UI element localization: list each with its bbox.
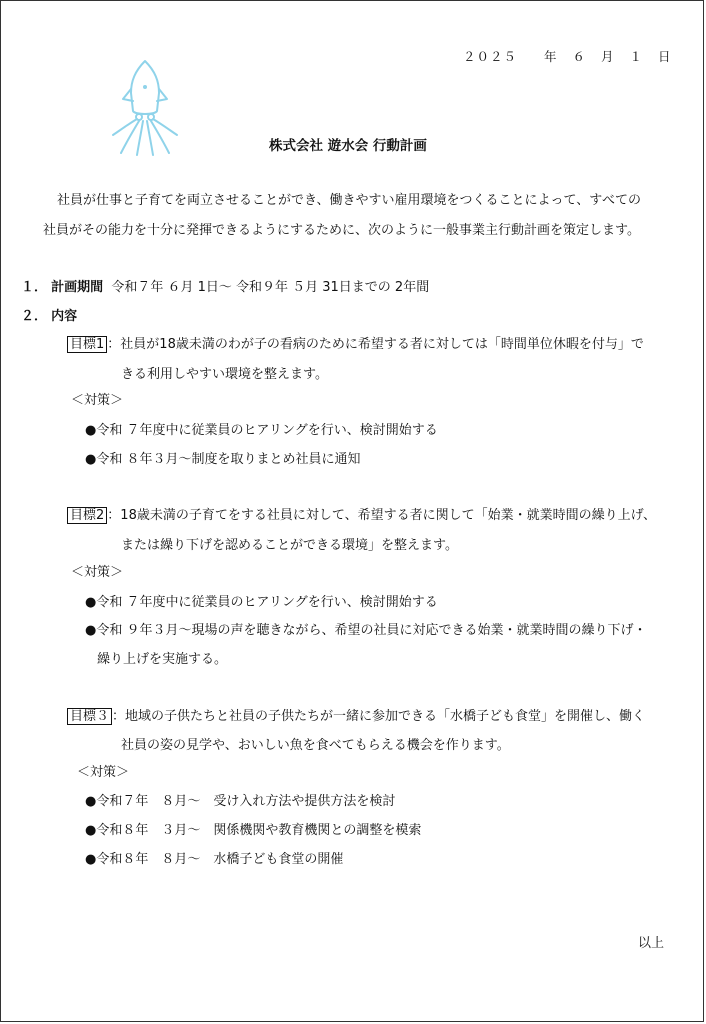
goal-2-measure-2: ●令和 ９年３月～現場の声を聴きながら、希望の社員に対応できる始業・就業時間の繰り下げ・ [85, 623, 647, 638]
closing-text: 以上 [638, 936, 665, 951]
intro-line-1: 社員が仕事と子育てを両立させることができ、働きやすい雇用環境をつくることによって、すべての [57, 193, 641, 208]
date-year-unit: 年 [544, 49, 558, 64]
section-1-text: 令和７年 ６月 1日～ 令和９年 ５月 31日までの 2年間 [111, 280, 430, 295]
goal-3-measure-3: ●令和８年 ８月～ 水橋子ども食堂の開催 [85, 852, 344, 867]
squid-icon [105, 59, 185, 159]
goal-1-line-2: きる利用しやすい環境を整えます。 [121, 367, 328, 382]
section-2-number: ２． [21, 309, 48, 324]
page-title: 株式会社 遊水会 行動計画 [269, 138, 427, 154]
goal-1-measure-2: ●令和 ８年３月～制度を取りまとめ社員に通知 [85, 452, 361, 467]
goal-2-separator: ： [107, 508, 121, 523]
goal-1-text-1: 社員が18歳未満のわが子の看病のために希望する者に対しては「時間単位休暇を付与」で [120, 337, 644, 352]
date-day: １ [629, 49, 644, 64]
section-1-number: １． [21, 280, 48, 295]
goal-3-label: 目標３ [67, 708, 112, 725]
goal-1-measure-1: ●令和 ７年度中に従業員のヒアリングを行い、検討開始する [85, 423, 438, 438]
goal-2-measure-1: ●令和 ７年度中に従業員のヒアリングを行い、検討開始する [85, 595, 438, 610]
date-day-unit: 日 [658, 49, 672, 64]
date-month-unit: 月 [601, 49, 615, 64]
goal-3-measure-heading: ＜対策＞ [77, 765, 130, 780]
goal-2-measure-heading: ＜対策＞ [71, 565, 124, 580]
goal-1-label: 目標1 [67, 336, 107, 353]
section-1-label: 計画期間 [51, 280, 104, 295]
goal-2-line-2: または繰り下げを認めることができる環境」を整えます。 [121, 538, 458, 553]
goal-2-label: 目標2 [67, 507, 107, 524]
goal-3-measure-1: ●令和７年 ８月～ 受け入れ方法や提供方法を検討 [85, 794, 396, 809]
section-2-label: 内容 [51, 309, 78, 324]
date-month: ６ [572, 49, 587, 64]
goal-3-line-1 [67, 705, 645, 724]
document-date [463, 47, 672, 65]
goal-3-measure-2: ●令和８年 ３月～ 関係機関や教育機関との調整を模索 [85, 823, 422, 838]
section-plan-period [21, 276, 429, 295]
goal-2-text-1: 18歳未満の子育てをする社員に対して、希望する者に関して「始業・就業時間の繰り上げ、 [120, 508, 657, 523]
goal-3-separator: ： [112, 709, 126, 724]
goal-3-text-1: 地域の子供たちと社員の子供たちが一緒に参加できる「水橋子ども食堂」を開催し、働く [125, 709, 646, 724]
intro-line-2: 社員がその能力を十分に発揮できるようにするために、次のように一般事業主行動計画を策定します。 [43, 223, 640, 238]
date-year: ２０２５ [463, 49, 518, 64]
goal-2-line-1 [67, 504, 656, 523]
goal-3-line-2: 社員の姿の見学や、おいしい魚を食べてもらえる機会を作ります。 [121, 738, 510, 753]
goal-1-line-1 [67, 333, 644, 352]
goal-2-measure-2-cont: 繰り上げを実施する。 [97, 652, 228, 667]
goal-1-measure-heading: ＜対策＞ [71, 393, 124, 408]
section-content [21, 305, 77, 324]
goal-1-separator: ： [107, 337, 121, 352]
